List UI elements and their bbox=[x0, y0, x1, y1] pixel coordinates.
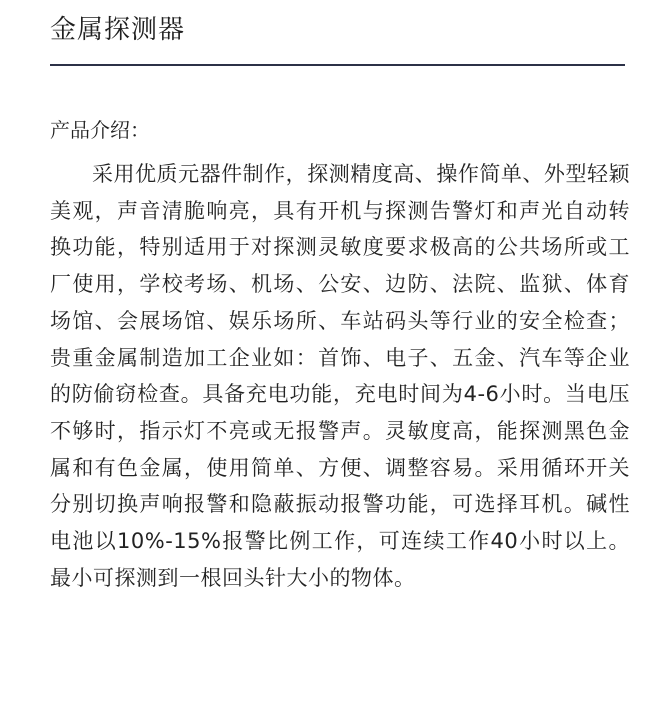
product-description: 采用优质元器件制作，探测精度高、操作简单、外型轻颖美观，声音清脆响亮，具有开机与探测告警灯和声光自动转换功能，特别适用于对探测灵敏度要求极高的公共场所或工厂使用，学校考场、机场、公安、边防、法院、监狱、体育场馆、会展场馆、娱乐场所、车站码头等行业的安全检查；贵重金属制造加工企业如：首饰、电子、五金、汽车等企业的防偷窃检查。具备充电功能，充电时间为4-6小时。当电压不够时，指示灯不亮或无报警声。灵敏度高，能探测黑色金属和有色金属，使用简单、方便、调整容易。采用循环开关分别切换声响报警和隐蔽振动报警功能，可选择耳机。碱性电池以10%-15%报警比例工作，可连续工作40小时以上。最小可探测到一根回头针大小的物体。 bbox=[50, 162, 630, 590]
page-title: 金属探测器 bbox=[50, 15, 186, 45]
section-label: 产品介绍： bbox=[50, 118, 150, 142]
title-divider bbox=[50, 64, 625, 66]
